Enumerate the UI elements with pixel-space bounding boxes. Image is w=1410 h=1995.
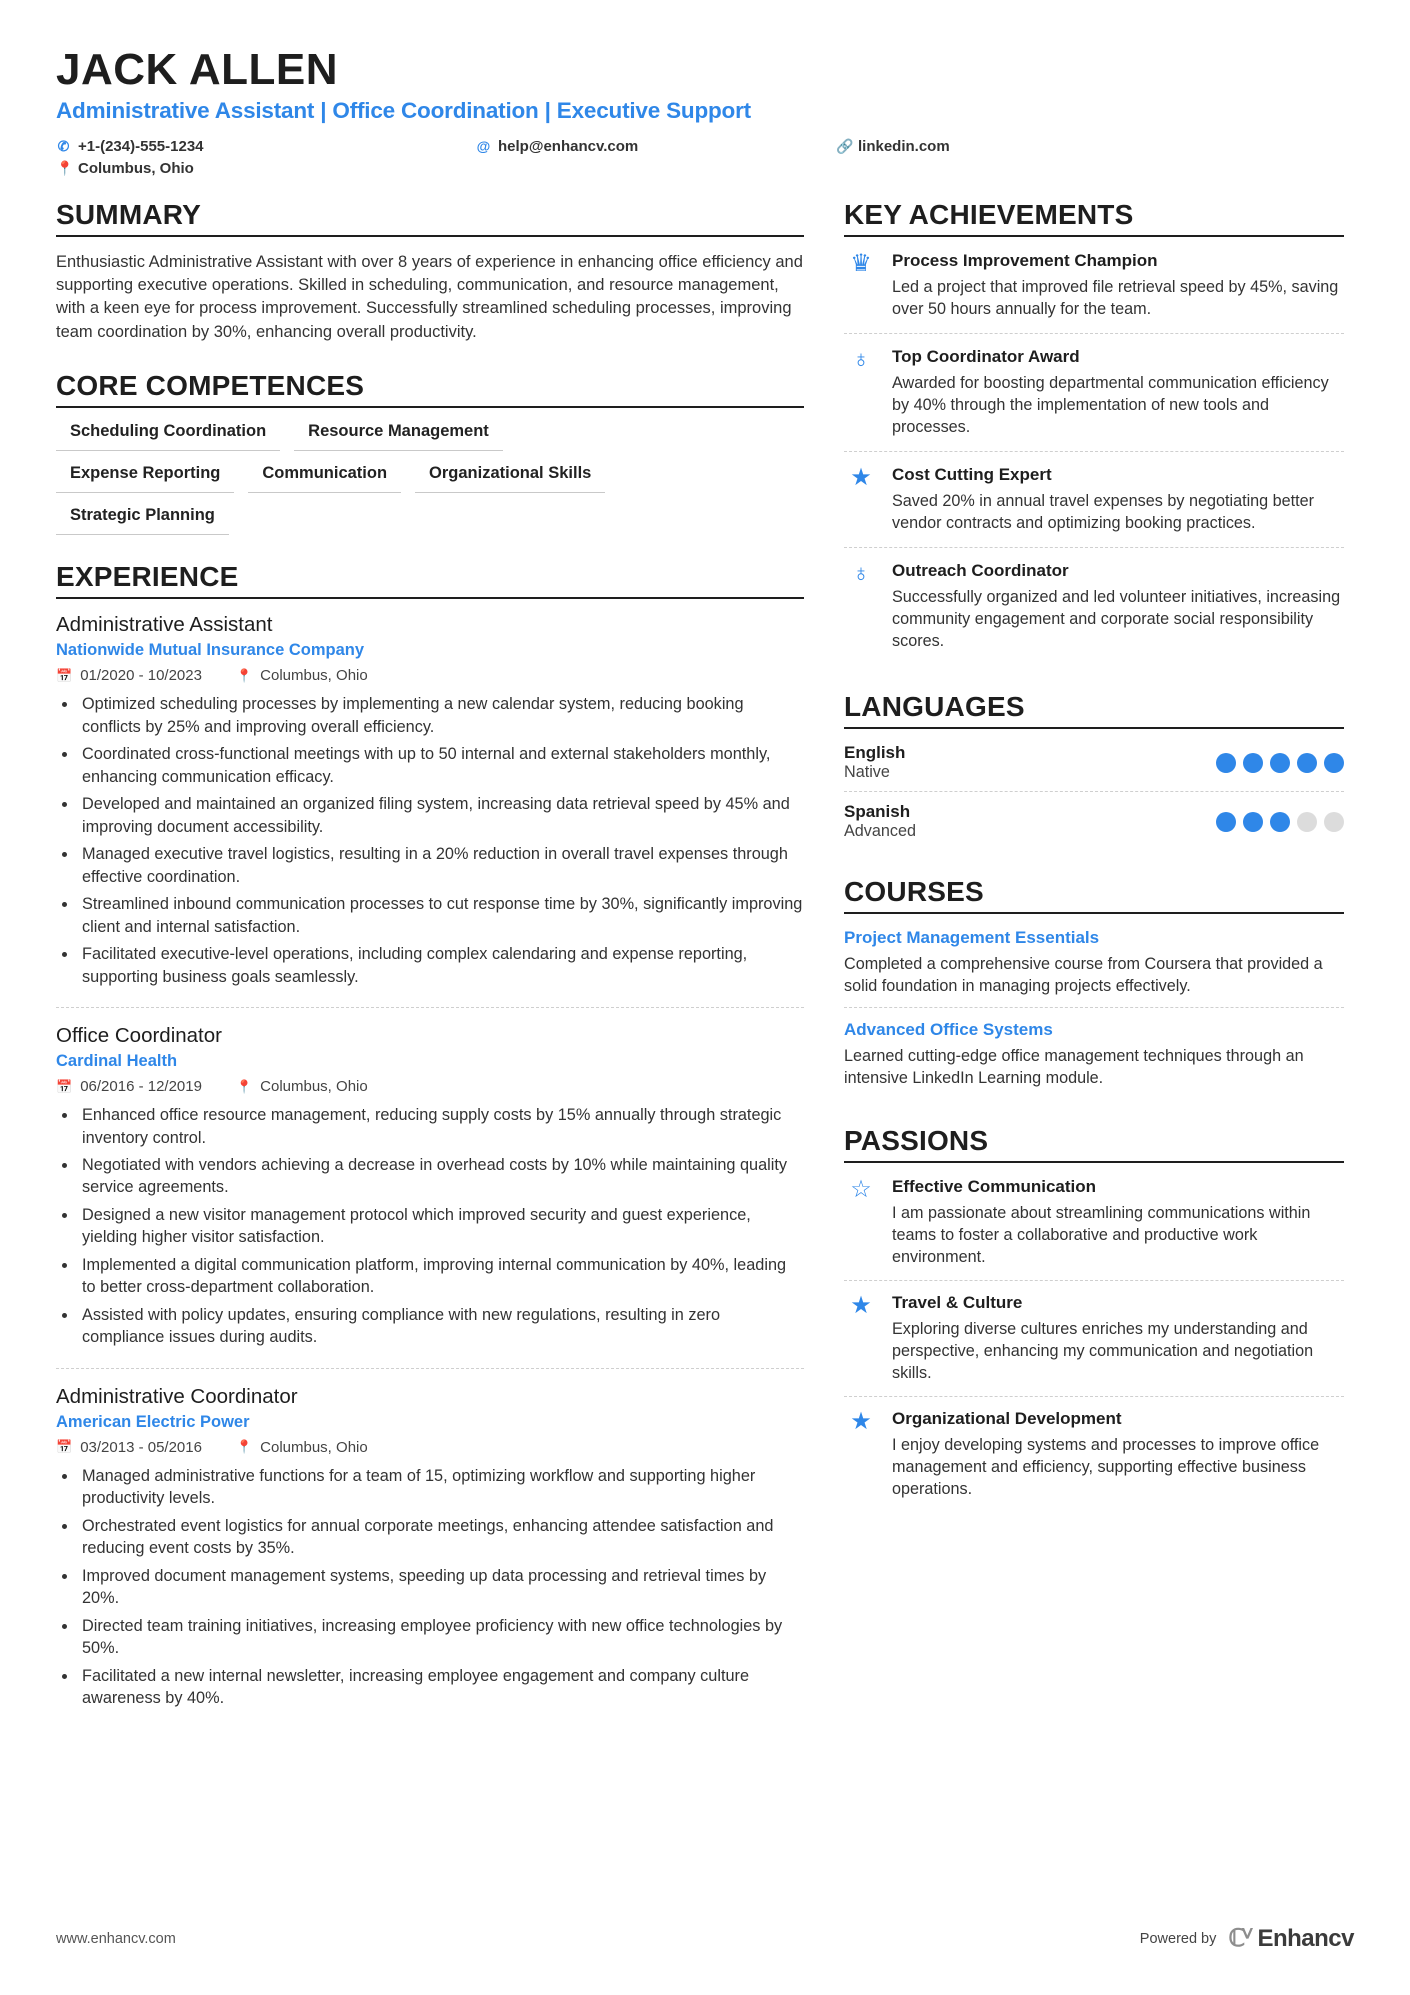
phone-icon: ✆	[57, 137, 70, 154]
job-bullet: • Facilitated a new internal newsletter, increasing employee engagement and company culture awareness by 40%.	[78, 1665, 804, 1710]
experience-divider	[56, 597, 804, 599]
passion-title: Organizational Development	[892, 1409, 1122, 1429]
achievements-divider	[844, 235, 1344, 237]
location-pin-icon: 📍	[56, 159, 74, 176]
powered-by-label: Powered by	[1139, 1930, 1217, 1947]
section-languages	[844, 691, 1344, 850]
language-item	[844, 743, 1344, 792]
course-title[interactable]: Project Management Essentials	[844, 927, 1100, 947]
job-bullet: • Assisted with policy updates, ensuring compliance with new regulations, resulting in zero compliance issues during audits.	[78, 1304, 804, 1349]
contact-link[interactable]	[836, 138, 1136, 155]
course-desc: Learned cutting-edge office management techniques through an intensive LinkedIn Learning module.	[844, 1046, 1304, 1087]
competences-row	[56, 422, 804, 451]
passion-item	[844, 1409, 1344, 1512]
contact-location-value: Columbus, Ohio	[78, 159, 194, 177]
competence-item: Scheduling Coordination	[56, 422, 280, 451]
competence-item: Expense Reporting	[56, 464, 234, 493]
languages-title: LANGUAGES	[844, 690, 1025, 722]
section-courses	[844, 876, 1344, 1099]
rating-dot	[1216, 812, 1236, 832]
passion-item	[844, 1177, 1344, 1281]
summary-title: SUMMARY	[56, 198, 202, 230]
job-dates	[56, 1439, 202, 1456]
job-bullet: • Coordinated cross-functional meetings with up to 50 internal and external stakeholders monthly, enhancing communication efficacy.	[78, 743, 804, 788]
competences-list	[56, 422, 804, 535]
job-dates	[56, 667, 202, 684]
experience-title: EXPERIENCE	[56, 561, 239, 593]
rating-dot	[1324, 753, 1344, 773]
language-item	[844, 802, 1344, 850]
job-bullet: • Managed executive travel logistics, resulting in a 20% reduction in overall travel expenses through effective coordination.	[78, 843, 804, 888]
enhancv-wordmark: Enhancv	[1257, 1924, 1354, 1952]
job-bullet: • Facilitated executive-level operations, including complex calendaring and expense reporting, supporting business goals seamlessly.	[78, 943, 804, 988]
achievement-title: Process Improvement Champion	[892, 250, 1158, 270]
competences-row	[56, 464, 804, 493]
star-outline-icon: ☆	[850, 1175, 872, 1203]
job-bullet: • Managed administrative functions for a team of 15, optimizing workflow and supporting higher productivity levels.	[78, 1465, 804, 1510]
job-dates-value: 01/2020 - 10/2023	[80, 667, 202, 685]
page-footer	[56, 1924, 1354, 1953]
job-company[interactable]: American Electric Power	[56, 1412, 250, 1431]
rating-dot	[1270, 753, 1290, 773]
contact-row-secondary	[56, 160, 1354, 177]
achievement-title: Outreach Coordinator	[892, 560, 1069, 580]
star-icon: ★	[850, 1292, 872, 1320]
star-icon: ★	[850, 463, 872, 491]
job-location-value: Columbus, Ohio	[260, 1438, 368, 1456]
footer-brand	[1140, 1924, 1354, 1953]
rating-dot	[1324, 812, 1344, 832]
star-icon: ★	[850, 1408, 872, 1436]
contact-row-primary	[56, 138, 1354, 155]
language-name: Spanish	[844, 801, 911, 821]
award-medal-icon: ♁	[852, 345, 870, 373]
language-level: Native	[844, 762, 890, 781]
achievement-item	[844, 465, 1344, 548]
job-bullet: • Negotiated with vendors achieving a decrease in overhead costs by 10% while maintaining quality service agreements.	[78, 1154, 804, 1199]
contact-location	[56, 160, 476, 177]
course-item	[844, 928, 1344, 1008]
job-location-value: Columbus, Ohio	[260, 667, 368, 685]
award-medal-icon: ♁	[852, 559, 870, 587]
job-location	[236, 1439, 368, 1456]
trophy-icon: ♛	[850, 249, 872, 277]
course-item	[844, 1020, 1344, 1099]
contact-phone-value: +1-(234)-555-1234	[78, 137, 204, 155]
left-column	[56, 199, 804, 1755]
job-location	[236, 1078, 368, 1095]
enhancv-logo	[1228, 1924, 1354, 1953]
job-bullet: • Developed and maintained an organized filing system, increasing data retrieval speed by 45% and improving document accessibility.	[78, 793, 804, 838]
link-icon: 🔗	[836, 137, 854, 154]
candidate-headline: Administrative Assistant | Office Coordination | Executive Support	[56, 97, 751, 123]
job-dates-value: 06/2016 - 12/2019	[80, 1078, 202, 1096]
job-meta	[56, 1439, 804, 1456]
experience-item	[56, 1024, 804, 1369]
achievement-item	[844, 561, 1344, 665]
section-summary	[56, 199, 804, 345]
job-dates	[56, 1078, 202, 1095]
achievement-desc: Successfully organized and led volunteer initiatives, increasing community engagement and corporate social responsibility scores.	[892, 587, 1341, 650]
calendar-icon: 📅	[56, 1078, 73, 1094]
competences-divider	[56, 406, 804, 408]
courses-divider	[844, 912, 1344, 914]
courses-title: COURSES	[844, 875, 984, 907]
rating-dot	[1270, 812, 1290, 832]
job-location-value: Columbus, Ohio	[260, 1078, 368, 1096]
contact-email-value: help@enhancv.com	[498, 137, 639, 155]
job-location	[236, 667, 368, 684]
competence-item: Resource Management	[294, 422, 503, 451]
job-bullets	[56, 693, 804, 988]
right-column	[844, 199, 1344, 1755]
section-key-achievements	[844, 199, 1344, 665]
competence-item: Organizational Skills	[415, 464, 605, 493]
passion-title: Effective Communication	[892, 1176, 1097, 1196]
job-bullet: • Implemented a digital communication platform, improving internal communication by 40%, leading to better cross-department collaboration.	[78, 1254, 804, 1299]
achievement-title: Top Coordinator Award	[892, 346, 1080, 366]
competences-row	[56, 506, 804, 535]
language-name: English	[844, 742, 906, 762]
enhancv-mark-icon: ℂⱽ	[1228, 1925, 1250, 1952]
rating-dot	[1243, 753, 1263, 773]
job-company[interactable]: Cardinal Health	[56, 1052, 178, 1071]
job-dates-value: 03/2013 - 05/2016	[80, 1438, 202, 1456]
job-bullet: • Enhanced office resource management, reducing supply costs by 15% annually through strategic inventory control.	[78, 1104, 804, 1149]
language-rating	[1216, 743, 1344, 773]
job-meta	[56, 1078, 804, 1095]
job-meta	[56, 667, 804, 684]
competence-item: Strategic Planning	[56, 506, 229, 535]
languages-divider	[844, 727, 1344, 729]
competences-title: CORE COMPETENCES	[56, 370, 365, 402]
rating-dot	[1243, 812, 1263, 832]
language-rating	[1216, 802, 1344, 832]
achievement-desc: Saved 20% in annual travel expenses by negotiating better vendor contracts and optimizing booking practices.	[892, 491, 1315, 532]
job-bullet: • Orchestrated event logistics for annual corporate meetings, enhancing attendee satisfaction and reducing event costs by 35%.	[78, 1515, 804, 1560]
course-title[interactable]: Advanced Office Systems	[844, 1019, 1053, 1039]
passion-desc: I enjoy developing systems and processes to improve office management and efficiency, supporting effective business operations.	[892, 1436, 1320, 1499]
rating-dot	[1216, 753, 1236, 773]
job-title: Administrative Coordinator	[56, 1384, 298, 1408]
contact-link-value: linkedin.com	[858, 137, 950, 155]
rating-dot	[1297, 753, 1317, 773]
passion-desc: Exploring diverse cultures enriches my understanding and perspective, enhancing my communication and negotiation skills.	[892, 1320, 1314, 1383]
job-bullets	[56, 1104, 804, 1349]
rating-dot	[1297, 812, 1317, 832]
location-pin-icon: 📍	[235, 1078, 253, 1094]
job-bullets	[56, 1465, 804, 1710]
email-icon: @	[476, 138, 491, 155]
achievement-item	[844, 251, 1344, 334]
competence-item: Communication	[248, 464, 401, 493]
resume-header	[56, 46, 1354, 177]
calendar-icon: 📅	[56, 1439, 73, 1455]
job-title: Administrative Assistant	[56, 613, 273, 637]
location-pin-icon: 📍	[235, 667, 253, 683]
passions-divider	[844, 1161, 1344, 1163]
section-experience	[56, 561, 804, 1729]
achievement-item	[844, 347, 1344, 452]
calendar-icon: 📅	[56, 667, 73, 683]
course-desc: Completed a comprehensive course from Coursera that provided a solid foundation in managing projects effectively.	[844, 954, 1323, 995]
passion-item	[844, 1293, 1344, 1397]
contact-phone[interactable]	[56, 138, 476, 155]
job-bullet: • Directed team training initiatives, increasing employee proficiency with new office technologies by 50%.	[78, 1615, 804, 1660]
achievement-title: Cost Cutting Expert	[892, 464, 1052, 484]
section-passions	[844, 1125, 1344, 1512]
summary-text: Enthusiastic Administrative Assistant with over 8 years of experience in enhancing office efficiency and supporting executive operations. Skilled in scheduling, communication, and resource management, with a keen eye for process improvement. Successfully streamlined scheduling processes, improving team coordination by 30%, enhancing overall productivity.	[56, 252, 803, 341]
candidate-name: JACK ALLEN	[56, 45, 339, 94]
passions-title: PASSIONS	[844, 1124, 989, 1156]
achievement-desc: Led a project that improved file retrieval speed by 45%, saving over 50 hours annually for the team.	[892, 277, 1339, 318]
summary-divider	[56, 235, 804, 237]
section-core-competences	[56, 370, 804, 535]
job-bullet: • Improved document management systems, speeding up data processing and retrieval times by 20%.	[78, 1565, 804, 1610]
job-title: Office Coordinator	[56, 1024, 222, 1048]
experience-item	[56, 1385, 804, 1729]
passion-title: Travel & Culture	[892, 1293, 1023, 1313]
job-bullet: • Streamlined inbound communication processes to cut response time by 30%, significantly improving client and internal satisfaction.	[78, 893, 804, 938]
job-company[interactable]: Nationwide Mutual Insurance Company	[56, 641, 365, 660]
job-bullet: • Designed a new visitor management protocol which improved security and guest experience, yielding higher visitor satisfaction.	[78, 1204, 804, 1249]
location-pin-icon: 📍	[235, 1439, 253, 1455]
passion-desc: I am passionate about streamlining communications within teams to foster a collaborative and productive work environment.	[892, 1203, 1311, 1267]
contact-email[interactable]	[476, 138, 836, 155]
footer-website[interactable]: www.enhancv.com	[56, 1930, 176, 1947]
experience-item	[56, 613, 804, 1008]
job-bullet: • Optimized scheduling processes by implementing a new calendar system, reducing booking conflicts by 25% and improving overall efficiency.	[78, 693, 804, 738]
language-level: Advanced	[844, 821, 916, 840]
achievement-desc: Awarded for boosting departmental communication efficiency by 40% through the implementation of new tools and processes.	[892, 373, 1329, 436]
achievements-title: KEY ACHIEVEMENTS	[844, 198, 1134, 230]
